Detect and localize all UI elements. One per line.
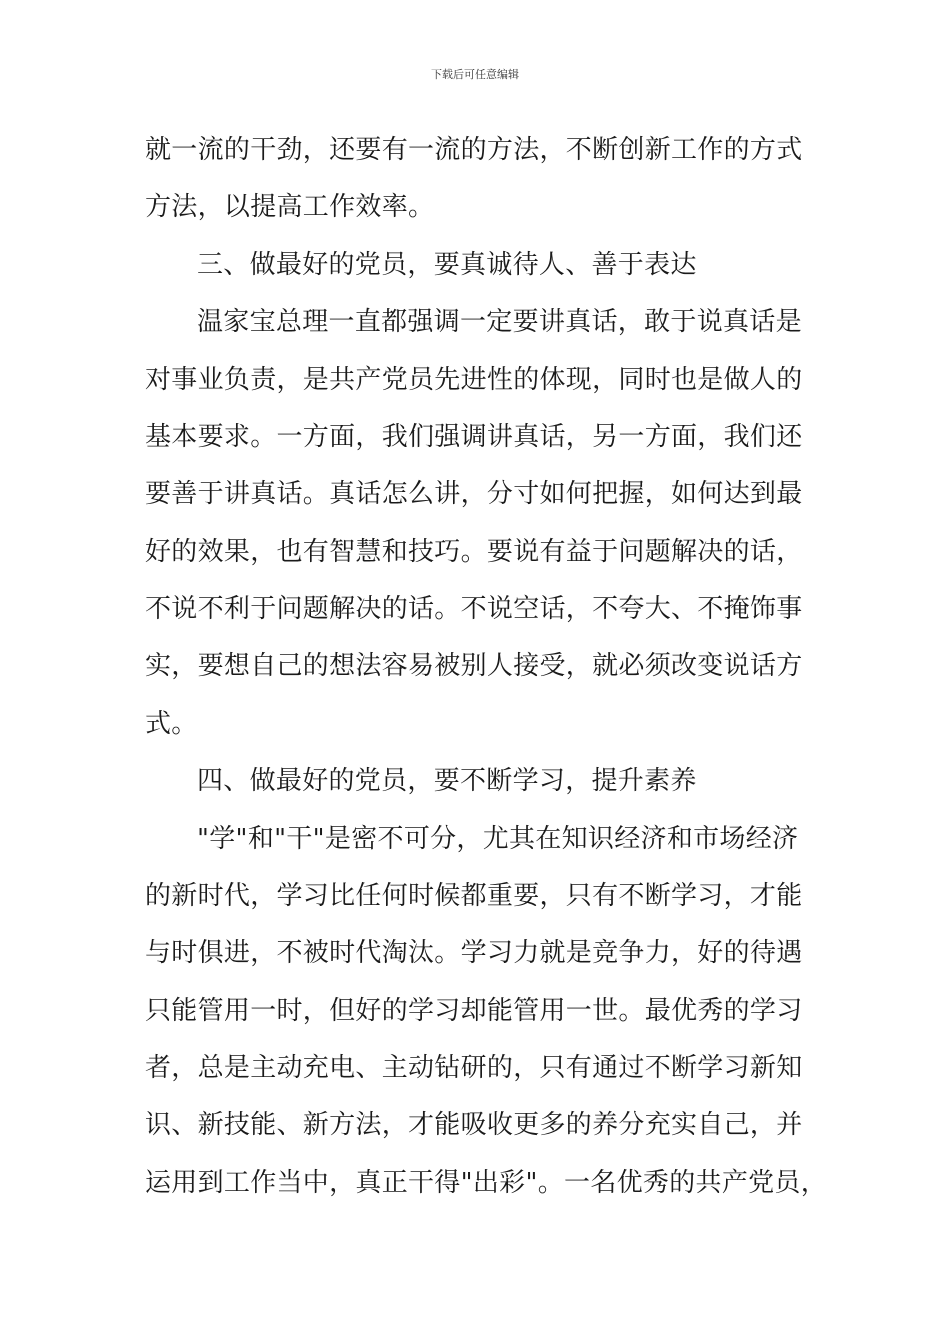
- page-header: 下载后可任意编辑: [431, 68, 519, 81]
- text-line: "学"和"干"是密不可分，尤其在知识经济和市场经济: [197, 824, 799, 854]
- text-line: 对事业负责，是共产党员先进性的体现，同时也是做人的: [145, 365, 803, 395]
- text-line: 要善于讲真话。真话怎么讲，分寸如何把握，如何达到最: [145, 479, 803, 509]
- text-line: 就一流的干劲，还要有一流的方法，不断创新工作的方式: [145, 135, 803, 165]
- text-line: 方法，以提高工作效率。: [145, 192, 435, 222]
- text-line: 不说不利于问题解决的话。不说空话，不夸大、不掩饰事: [145, 594, 803, 624]
- text-line: 实，要想自己的想法容易被别人接受，就必须改变说话方: [145, 651, 803, 681]
- text-line: 基本要求。一方面，我们强调讲真话，另一方面，我们还: [145, 422, 803, 452]
- text-line: 识、新技能、新方法，才能吸收更多的养分充实自己，并: [145, 1110, 803, 1140]
- section-heading: 四、做最好的党员，要不断学习，提升素养: [197, 766, 697, 796]
- text-line: 与时俱进，不被时代淘汰。学习力就是竞争力，好的待遇: [145, 938, 803, 968]
- text-line: 运用到工作当中，真正干得"出彩"。一名优秀的共产党员，: [145, 1168, 828, 1198]
- text-line: 者，总是主动充电、主动钻研的，只有通过不断学习新知: [145, 1053, 803, 1083]
- text-line: 只能管用一时，但好的学习却能管用一世。最优秀的学习: [145, 996, 803, 1026]
- text-line: 好的效果，也有智慧和技巧。要说有益于问题解决的话，: [145, 537, 803, 567]
- section-heading: 三、做最好的党员，要真诚待人、善于表达: [197, 250, 697, 280]
- text-line: 的新时代，学习比任何时候都重要，只有不断学习，才能: [145, 881, 803, 911]
- text-line: 式。: [145, 709, 198, 739]
- text-line: 温家宝总理一直都强调一定要讲真话，敢于说真话是: [197, 307, 802, 337]
